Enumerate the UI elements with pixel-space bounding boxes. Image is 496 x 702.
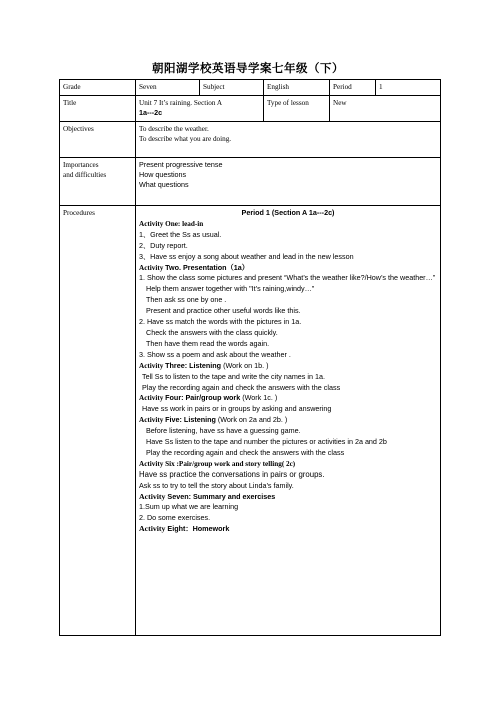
objectives-content [136,122,441,158]
importances-label-line1: Importances [63,161,99,169]
activity-four-note: (Work 1c. ) [242,393,278,403]
activity-word: Activity [139,263,166,272]
activity-line: Play the recording again and check the answers with the class [142,382,341,392]
title-value-line2: 1a---2c [139,108,163,117]
activity-eight-name: Eight：Homework [165,524,230,534]
activity-word: Activity [139,416,166,425]
importances-label-line2: and difficulties [63,171,107,179]
importances-label [60,158,136,206]
activity-five-title [139,415,437,426]
activity-word: Activity [139,394,166,403]
activity-line: Help them answer together with "It’s raining,windy…" [146,284,315,294]
grade-value: Seven [136,80,200,96]
importances-content [136,158,441,206]
importance-item: Present progressive tense [139,160,223,169]
activity-three-name: Three: Listening [165,360,224,370]
grade-label: Grade [60,80,136,96]
importance-item: How questions [139,170,187,179]
title-row [60,96,441,122]
procedures-row [60,206,441,636]
grade-row [60,80,441,96]
activity-line: Play the recording again and check the answers with the class [146,447,345,457]
activity-line: 2、Duty report. [139,240,188,250]
activity-three-note: (Work on 1b. ) [223,360,269,370]
activity-word: Activity [139,361,166,370]
activity-line: Check the answers with the class quickly. [146,327,278,337]
importance-item: What questions [139,180,189,189]
type-label: Type of lesson [264,96,330,122]
activity-line: 2. Do some exercises. [139,513,211,523]
objectives-row [60,122,441,158]
activity-line: Present and practice other useful words like this. [146,306,301,316]
lesson-plan-table [59,79,441,636]
activity-eight-title [139,524,437,535]
title-value-line1: Unit 7 It’s raining. Section A [139,99,223,107]
activity-two-title [139,263,437,274]
activity-line: 1.Sum up what we are learning [139,502,239,512]
activity-line: Have ss practice the conversations in pairs or groups. [139,469,325,479]
activity-six-title: Activity Six :Pair/group work and story telling( 2c) [139,459,296,468]
procedures-label: Procedures [60,206,136,636]
activity-seven-title [139,492,437,503]
title-label: Title [60,96,136,122]
activity-line: Have Ss listen to the tape and number the pictures or activities in 2a and 2b [146,437,387,447]
objective-item: To describe the weather. [139,125,209,133]
activity-four-name: Four: Pair/group work [165,393,243,403]
procedures-content [136,206,441,636]
activity-one-title: Activity One: lead-in [139,219,204,228]
activity-four-title [139,393,437,404]
activity-line: 1. Show the class some pictures and present “What’s the weather like?/How’s the weather…” [139,273,436,283]
activity-word: Activity [139,524,166,534]
activity-line: Tell Ss to listen to the tape and write the city names in 1a. [142,371,325,381]
title-value [136,96,264,122]
period-label: Period [330,80,376,96]
activity-line: Ask ss to try to tell the story about Linda’s family. [139,480,294,490]
activity-word: Activity [139,491,166,501]
activity-five-note: (Work on 2a and 2b. ) [217,415,288,425]
objectives-label: Objectives [60,122,136,158]
activity-line: Then ask ss one by one . [146,295,227,305]
subject-label: Subject [200,80,264,96]
activity-line: 2. Have ss match the words with the pictures in 1a. [139,317,302,327]
activity-line: 3. Show ss a poem and ask about the weather . [139,349,291,359]
activity-line: Have ss work in pairs or in groups by asking and answering [142,404,332,414]
importances-row [60,158,441,206]
subject-value: English [264,80,330,96]
objective-item: To describe what you are doing. [139,135,232,143]
activity-seven-name: Seven: Summary and exercises [165,491,276,501]
activity-two-name: Two. Presentation（1a） [165,262,249,272]
period-value: 1 [376,80,441,96]
type-value: New [330,96,441,122]
page-title: 朝阳湖学校英语导学案七年级（下） [152,61,344,75]
procedures-heading: Period 1 (Section A 1a---2c) [241,208,335,217]
activity-line: 3、Have ss enjoy a song about weather and lead in the new lesson [139,251,354,261]
activity-line: 1、Greet the Ss as usual. [139,229,222,239]
activity-line: Then have them read the words again. [146,338,270,348]
activity-three-title [139,361,437,372]
activity-line: Before listening, have ss have a guessing game. [146,426,301,436]
activity-five-name: Five: Listening [165,415,218,425]
